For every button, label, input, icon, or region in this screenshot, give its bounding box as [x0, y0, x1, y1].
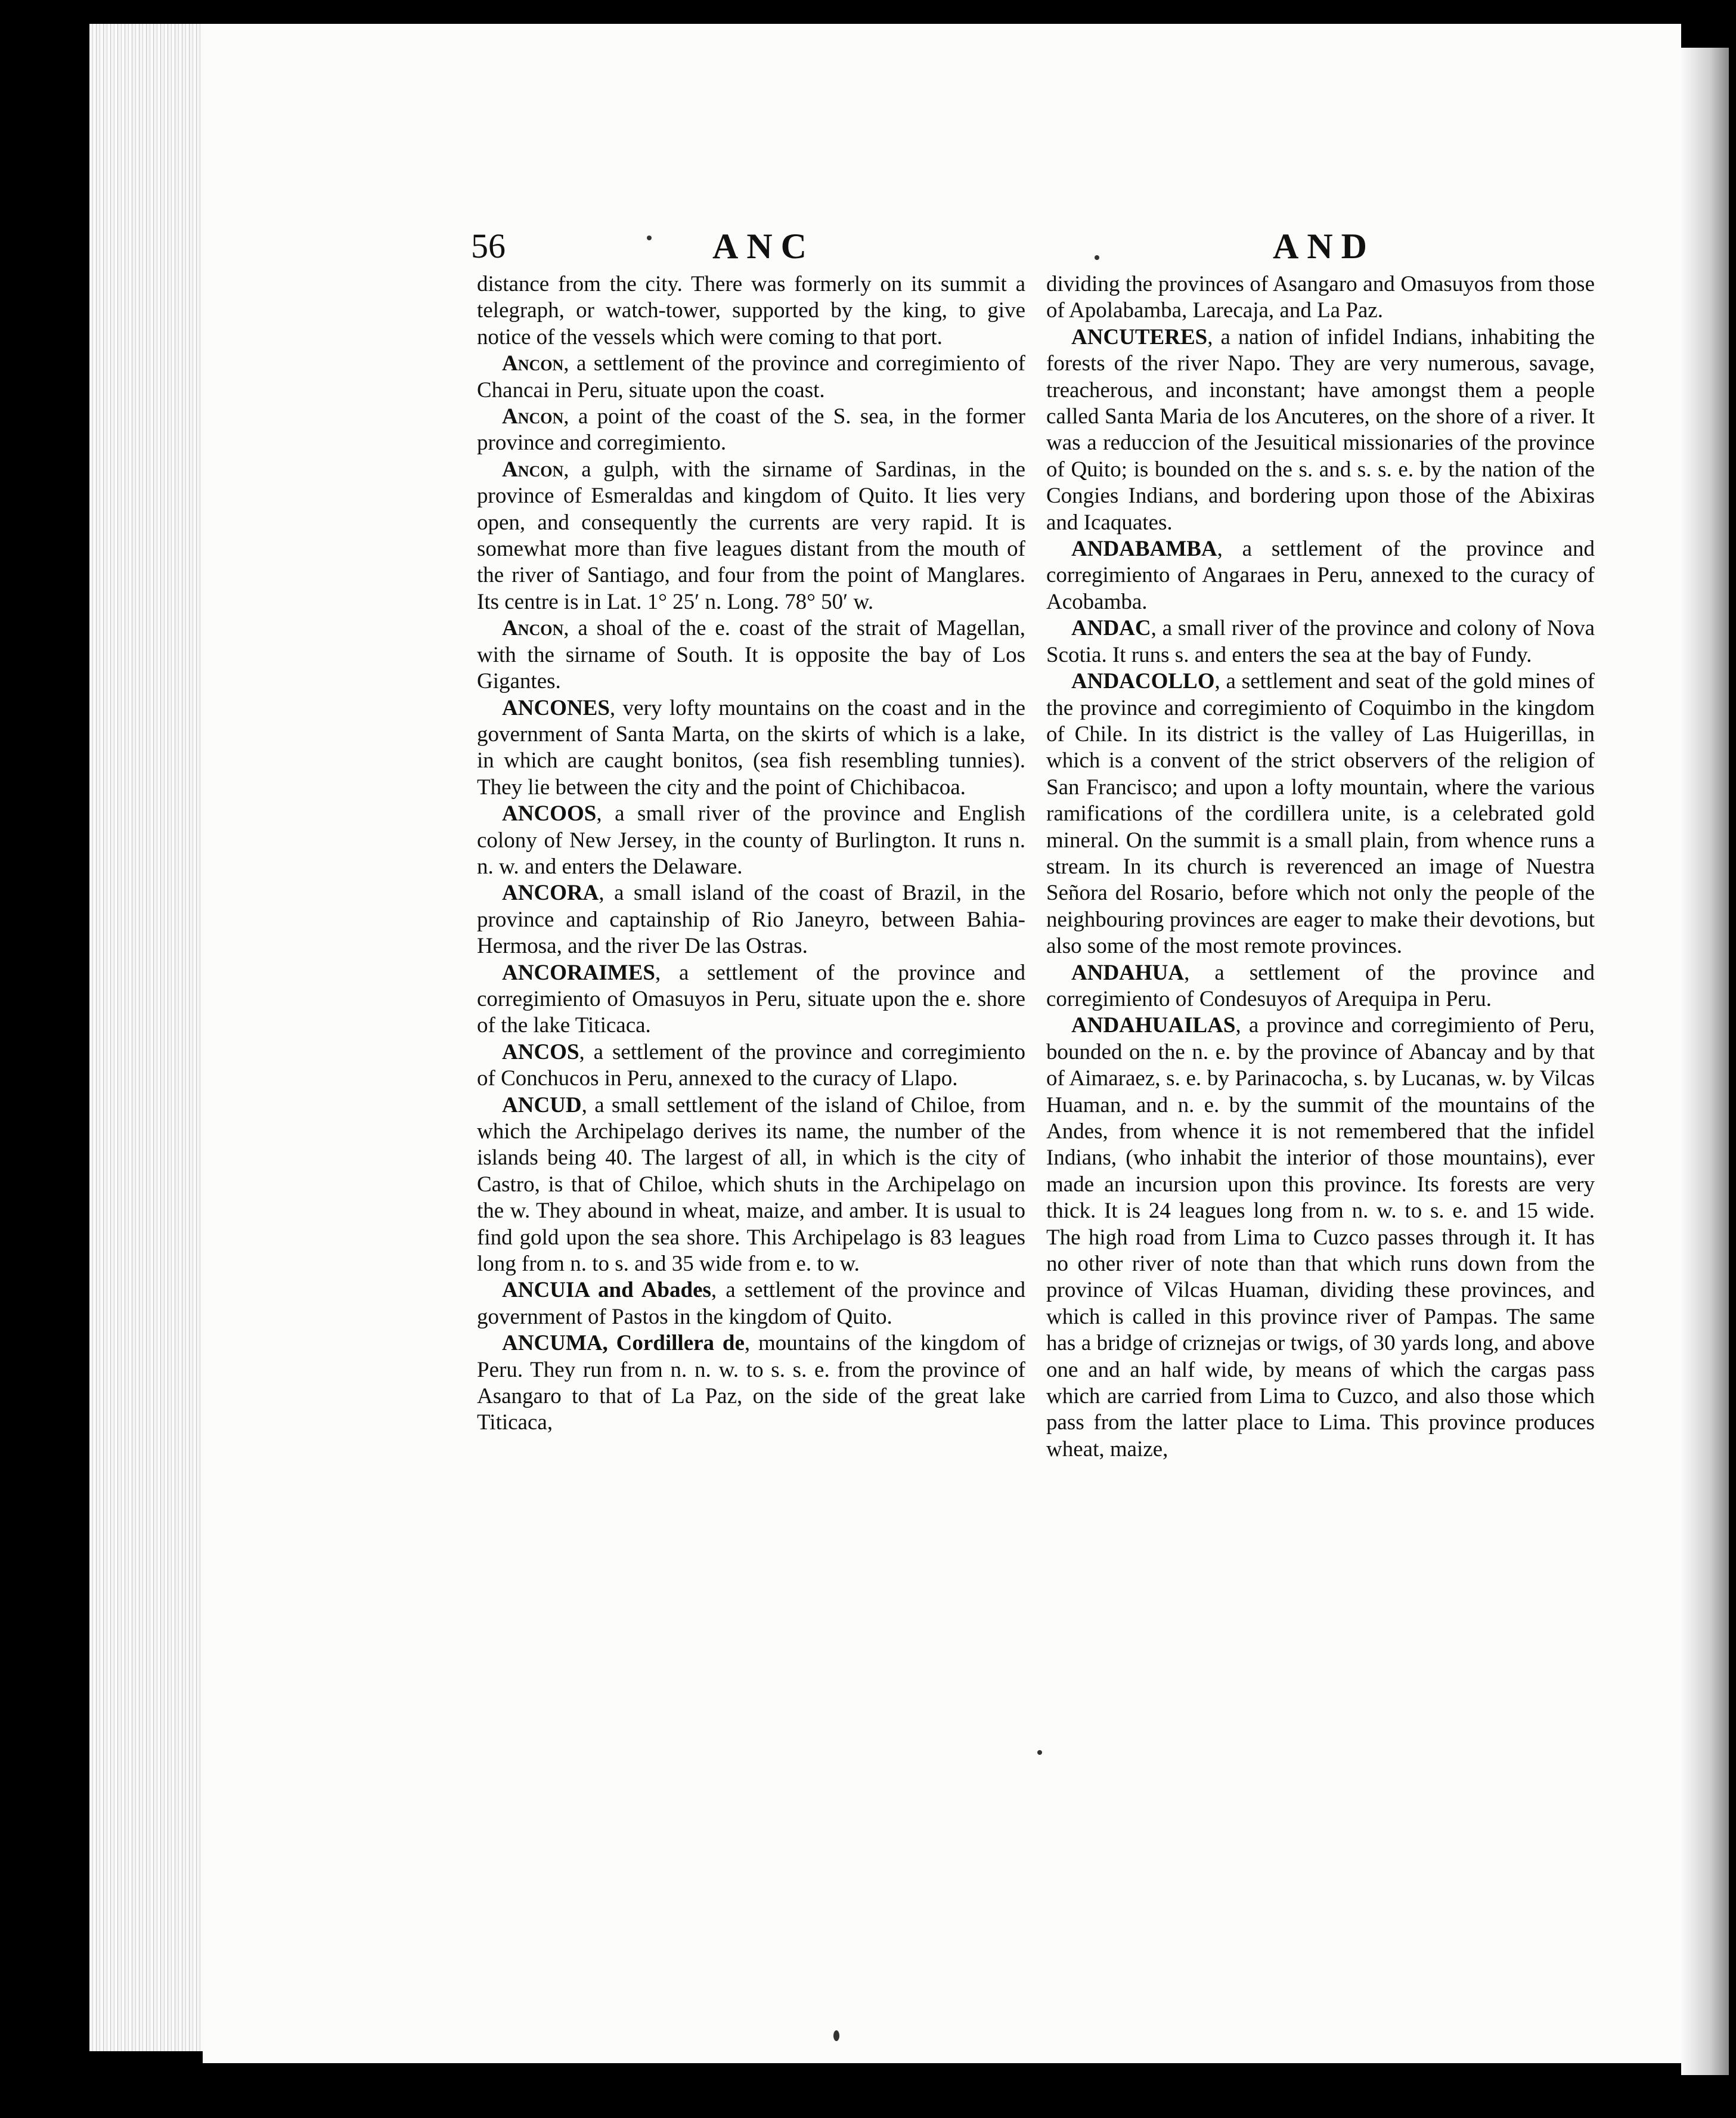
ink-speck	[1095, 255, 1099, 260]
dictionary-entry: ANDAC, a small river of the province and colony of Nova Scotia. It runs s. and enters the sea at the bay of Fundy.	[1046, 616, 1595, 667]
dictionary-entry: ANDAHUAILAS, a province and corregimiento of Peru, bounded on the n. e. by the province of Abancay and by that of Aimaraez, s. e. by Parinacocha, s. by Lucanas, w. by Vilcas Huaman, and n. e. by the summit of the mountains of the Andes, from whence it is not remembered that the infidel Indians, (who inhabit the interior of those mountains), ever made an incursion upon this province. Its forests are very thick. It is 24 leagues long from n. w. to s. e. and 15 wide. The high road from Lima to Cuzco passes through it. It has no other river of note than that which runs down from the province of Vilcas Huaman, dividing these provinces, and which is called in this province river of Pampas. The same has a bridge of criznejas or twigs, of 30 yards long, and above one and an half wide, by means of which the cargas pass which are carried from Lima to Cuzco, and also those which pass from the latter place to Lima. This province produces wheat, maize,	[1046, 1013, 1595, 1461]
ink-speck	[647, 236, 652, 240]
dictionary-entry: ANCUIA and Abades, a settlement of the province and government of Pastos in the kingdom of Quito.	[477, 1278, 1025, 1329]
right-column	[1046, 271, 1595, 1463]
entry-continuation: dividing the provinces of Asangaro and Omasuyos from those of Apolabamba, Larecaja, and La Paz.	[1046, 272, 1595, 323]
dictionary-entry: ANCUD, a small settlement of the island of Chiloe, from which the Archipelago derives its name, the number of the islands being 40. The largest of all, in which is the city of Castro, is that of Chiloe, which shuts in the Archipelago on the w. They abound in wheat, maize, and amber. It is usual to find gold upon the sea shore. This Archipelago is 83 leagues long from n. to s. and 35 wide from e. to w.	[477, 1092, 1025, 1277]
dictionary-entry: Ancon, a shoal of the e. coast of the strait of Magellan, with the sirname of South. It is opposite the bay of Los Gigantes.	[477, 616, 1025, 694]
left-column	[477, 271, 1025, 1436]
facing-page-edge	[1681, 48, 1729, 2075]
dictionary-entry: ANDABAMBA, a settlement of the province and corregimiento of Angaraes in Peru, annexed to the curacy of Acobamba.	[1046, 537, 1595, 614]
ink-speck	[1037, 1750, 1042, 1755]
dictionary-entry: ANDAHUA, a settlement of the province and corregimiento of Condesuyos of Arequipa in Peru.	[1046, 960, 1595, 1011]
running-head-right: AND	[1273, 227, 1375, 266]
dictionary-entry: ANCOS, a settlement of the province and corregimiento of Conchucos in Peru, annexed to the curacy of Llapo.	[477, 1039, 1025, 1091]
dictionary-entry: ANDACOLLO, a settlement and seat of the gold mines of the province and corregimiento of Coquimbo in the kingdom of Chile. In its district is the valley of Las Huigerillas, in which is a convent of the strict observers of the religion of San Francisco; and upon a lofty mountain, where the various ramifications of the cordillera unite, is a celebrated gold mineral. On the summit is a small plain, from whence runs a stream. In its church is reverenced an image of Nuestra Señora del Rosario, before which not only the people of the neighbouring provinces are eager to make their devotions, but also some of the most remote provinces.	[1046, 669, 1595, 959]
ink-speck	[833, 2030, 839, 2041]
dictionary-entry: ANCORAIMES, a settlement of the province and corregimiento of Omasuyos in Peru, situate upon the e. shore of the lake Titicaca.	[477, 960, 1025, 1038]
dictionary-entry: ANCUTERES, a nation of infidel Indians, inhabiting the forests of the river Napo. They are very numerous, savage, treacherous, and inconstant; have amongst them a people called Santa Maria de los Ancuteres, on the shore of a river. It was a reduccion of the Jesuitical missionaries of the province of Quito; is bounded on the s. and s. s. e. by the nation of the Congies Indians, and bordering upon those of the Abixiras and Icaquates.	[1046, 324, 1595, 535]
dictionary-entry: ANCOOS, a small river of the province and English colony of New Jersey, in the county of Burlington. It runs n. n. w. and enters the Delaware.	[477, 801, 1025, 879]
entry-continuation: distance from the city. There was formerly on its summit a telegraph, or watch-tower, supported by the king, to give notice of the vessels which were coming to that port.	[477, 272, 1025, 349]
dictionary-entry: ANCORA, a small island of the coast of Brazil, in the province and captainship of Rio Janeyro, between Bahia-Hermosa, and the river De las Ostras.	[477, 881, 1025, 959]
page-number: 56	[471, 227, 506, 265]
dictionary-entry: Ancon, a point of the coast of the S. sea, in the former province and corregimiento.	[477, 404, 1025, 456]
dictionary-entry: ANCUMA, Cordillera de, mountains of the kingdom of Peru. They run from n. n. w. to s. s. e. from the province of Asangaro to that of La Paz, on the side of the great lake Titicaca,	[477, 1331, 1025, 1435]
dictionary-entry: ANCONES, very lofty mountains on the coast and in the government of Santa Marta, on the skirts of which is a lake, in which are caught bonitos, (sea fish resembling tunnies). They lie between the city and the point of Chichibacoa.	[477, 695, 1025, 800]
dictionary-entry: Ancon, a gulph, with the sirname of Sardinas, in the province of Esmeraldas and kingdom of Quito. It lies very open, and consequently the currents are very rapid. It is somewhat more than five leagues distant from the mouth of the river of Santiago, and four from the point of Manglares. Its centre is in Lat. 1° 25′ n. Long. 78° 50′ w.	[477, 457, 1025, 614]
page-edges	[89, 24, 209, 2051]
dictionary-entry: Ancon, a settlement of the province and corregimiento of Chancai in Peru, situate upon the coast.	[477, 351, 1025, 402]
running-head-left: ANC	[712, 227, 815, 266]
